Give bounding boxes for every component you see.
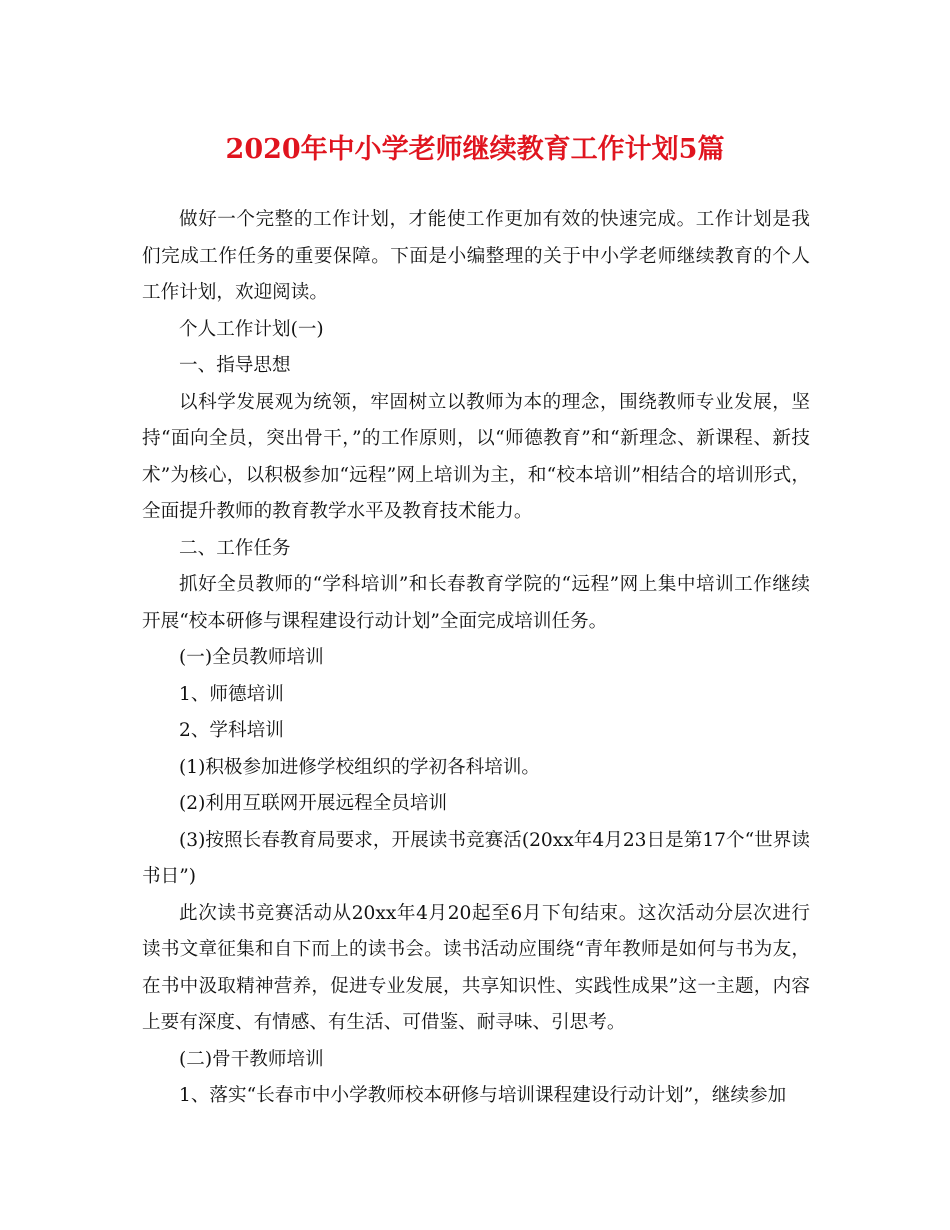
paragraph-reading-contest: 此次读书竞赛活动从20xx年4月20起至6月下旬结束。这次活动分层次进行读书文章征集和自下而上的读书会。读书活动应围绕“青年教师是如何与书为友，在书中汲取精神营养，促进专业发展，共享知识性、实践性成果”这一主题，内容上要有深度、有情感、有生活、可借鉴、耐寻味、引思考。 — [142, 902, 810, 1033]
paragraph-subject-training: 2、学科培训 — [179, 720, 284, 741]
paragraph-all-teacher-training: (一)全员教师培训 — [179, 647, 324, 668]
paragraph-item-2: (2)利用互联网开展远程全员培训 — [179, 793, 448, 814]
paragraph-key-teacher-training: (二)骨干教师培训 — [179, 1048, 324, 1070]
paragraph-ethics-training: 1、师德培训 — [179, 683, 284, 705]
paragraph-work-tasks-body: 抓好全员教师的“学科培训”和长春教育学院的“远程”网上集中培训工作继续开展“校本研修与课程建设行动计划”全面完成培训任务。 — [142, 574, 810, 632]
document-body — [142, 202, 810, 1115]
paragraph-key-teacher-item-1: 1、落实“长春市中小学教师校本研修与培训课程建设行动计划”，继续参加 — [179, 1085, 787, 1106]
paragraph-guiding-ideology-body: 以科学发展观为统领，牢固树立以教师为本的理念，围绕教师专业发展，坚持“面向全员，突出骨干，”的工作原则，以“师德教育”和“新理念、新课程、新技术”为核心，以积极参加“远程”网上培训为主，和“校本培训”相结合的培训形式，全面提升教师的教育教学水平及教育技术能力。 — [142, 391, 810, 522]
paragraph-item-1: (1)积极参加进修学校组织的学初各科培训。 — [179, 756, 541, 778]
paragraph-plan-one-heading: 个人工作计划(一) — [179, 318, 324, 340]
paragraph-section-work-tasks: 二、工作任务 — [179, 537, 291, 559]
document-title: 2020年中小学老师继续教育工作计划5篇 — [225, 134, 725, 165]
paragraph-section-guiding-ideology: 一、指导思想 — [179, 355, 291, 376]
paragraph-item-3: (3)按照长春教育局要求，开展读书竞赛活(20xx年4月23日是第17个“世界读书日”) — [142, 829, 810, 887]
paragraph-intro: 做好一个完整的工作计划，才能使工作更加有效的快速完成。工作计划是我们完成工作任务的重要保障。下面是小编整理的关于中小学老师继续教育的个人工作计划，欢迎阅读。 — [142, 209, 810, 303]
